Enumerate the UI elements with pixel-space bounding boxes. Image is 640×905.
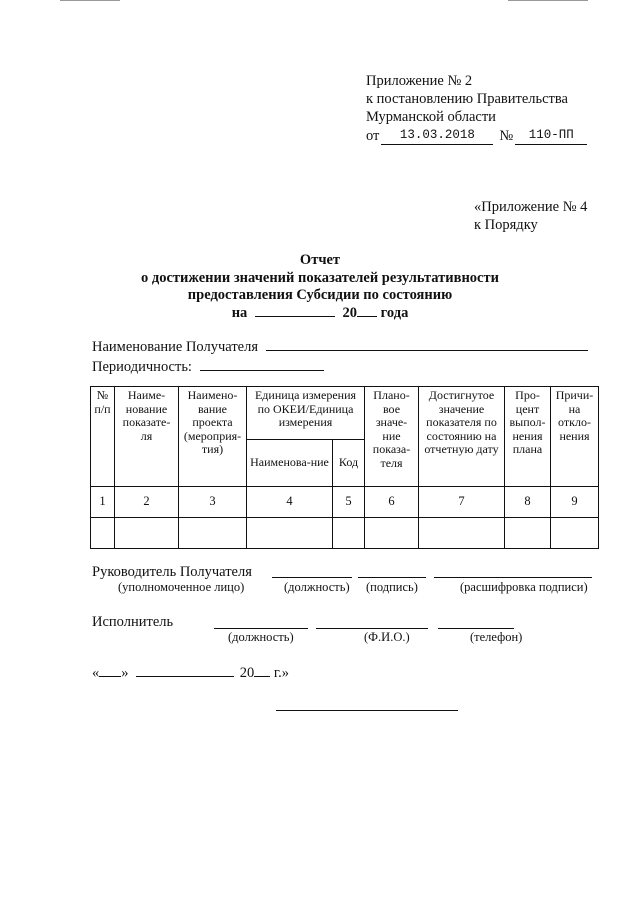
header-indicator: Наиме-нование показате-ля xyxy=(115,387,179,487)
appendix4-title: «Приложение № 4 xyxy=(474,199,588,215)
as-of-date-blank[interactable] xyxy=(255,304,335,317)
col-number: 4 xyxy=(247,487,333,518)
signing-date-row xyxy=(92,664,289,682)
data-cell[interactable] xyxy=(115,518,179,549)
decree-date: 13.03.2018 xyxy=(381,126,493,145)
appendix-title: Приложение № 2 xyxy=(366,73,473,89)
report-as-of xyxy=(0,304,640,322)
col-number: 1 xyxy=(91,487,115,518)
periodicity-blank[interactable] xyxy=(200,358,324,371)
scan-edge-right xyxy=(508,0,588,1)
decoding-caption: (расшифровка подписи) xyxy=(460,580,588,594)
header-unit-name: Наименова-ние xyxy=(247,440,333,487)
decree-number: 110-ПП xyxy=(515,126,587,145)
position-caption: (должность) xyxy=(284,580,350,594)
header-unit-code: Код xyxy=(333,440,365,487)
header-row-1 xyxy=(91,387,599,440)
date-year-label: 20 xyxy=(239,665,255,681)
closing-separator xyxy=(276,710,458,711)
day-blank[interactable] xyxy=(99,664,121,677)
scan-edge-left xyxy=(60,0,120,1)
head-label: Руководитель Получателя xyxy=(92,564,252,580)
col-number: 2 xyxy=(115,487,179,518)
head-position-line[interactable] xyxy=(272,577,352,578)
col-number: 5 xyxy=(333,487,365,518)
appendix4-order: к Порядку xyxy=(474,217,538,233)
phone-caption: (телефон) xyxy=(470,630,523,644)
data-cell[interactable] xyxy=(551,518,599,549)
data-cell[interactable] xyxy=(365,518,419,549)
from-label: от xyxy=(366,128,380,144)
header-project: Наимено-вание проекта (мероприя-тия) xyxy=(179,387,247,487)
col-number: 7 xyxy=(419,487,505,518)
header-percent: Про-цент выпол-нения плана xyxy=(505,387,551,487)
header-achieved: Достигнутое значение показателя по состоянию на отчетную дату xyxy=(419,387,505,487)
column-number-row xyxy=(91,487,599,518)
data-cell[interactable] xyxy=(179,518,247,549)
header-num: № п/п xyxy=(91,387,115,487)
col-number: 3 xyxy=(179,487,247,518)
data-cell[interactable] xyxy=(333,518,365,549)
data-cell[interactable] xyxy=(505,518,551,549)
executor-position-line[interactable] xyxy=(214,628,308,629)
recipient-name-label: Наименование Получателя xyxy=(92,339,259,355)
signature-caption: (подпись) xyxy=(366,580,418,594)
as-of-year-label: 20 xyxy=(342,305,358,321)
fio-caption: (Ф.И.О.) xyxy=(364,630,410,644)
data-cell[interactable] xyxy=(91,518,115,549)
month-blank[interactable] xyxy=(136,664,234,677)
header-unit: Единица измерения по ОКЕИ/Единица измерения xyxy=(247,387,365,440)
head-signature-line[interactable] xyxy=(358,577,426,578)
periodicity-row xyxy=(92,358,324,376)
executor-phone-line[interactable] xyxy=(438,628,514,629)
col-number: 8 xyxy=(505,487,551,518)
head-decoding-line[interactable] xyxy=(434,577,592,578)
date-year-suffix: г.» xyxy=(273,665,290,681)
data-cell[interactable] xyxy=(247,518,333,549)
as-of-label: на xyxy=(231,305,248,321)
col-number: 9 xyxy=(551,487,599,518)
date-year-blank[interactable] xyxy=(254,664,270,677)
header-planned: Плано-вое значе-ние показа-теля xyxy=(365,387,419,487)
recipient-name-blank[interactable] xyxy=(266,338,588,351)
report-subtitle-2: предоставления Субсидии по состоянию xyxy=(187,287,453,303)
report-subtitle-1: о достижении значений показателей результативности xyxy=(141,270,499,286)
number-label: № xyxy=(499,128,514,144)
date-close-quote: » xyxy=(121,665,129,681)
executor-position-caption: (должность) xyxy=(228,630,294,644)
report-table xyxy=(90,386,599,549)
date-open-quote: « xyxy=(92,665,100,681)
appendix-region: Мурманской области xyxy=(366,109,496,125)
appendix-decree: к постановлению Правительства xyxy=(366,91,568,107)
col-number: 6 xyxy=(365,487,419,518)
as-of-year-blank[interactable] xyxy=(357,304,377,317)
as-of-year-suffix: года xyxy=(380,305,409,321)
executor-label: Исполнитель xyxy=(92,614,174,630)
recipient-name-row xyxy=(92,338,588,356)
data-row xyxy=(91,518,599,549)
executor-fio-line[interactable] xyxy=(316,628,428,629)
data-cell[interactable] xyxy=(419,518,505,549)
appendix4-reference xyxy=(474,198,587,234)
head-caption: (уполномоченное лицо) xyxy=(118,580,245,594)
header-reason: Причи-на откло-нения xyxy=(551,387,599,487)
appendix-reference xyxy=(366,72,587,145)
decree-date-number xyxy=(366,126,587,145)
report-title: Отчет xyxy=(299,252,341,268)
periodicity-label: Периодичность: xyxy=(92,359,192,375)
